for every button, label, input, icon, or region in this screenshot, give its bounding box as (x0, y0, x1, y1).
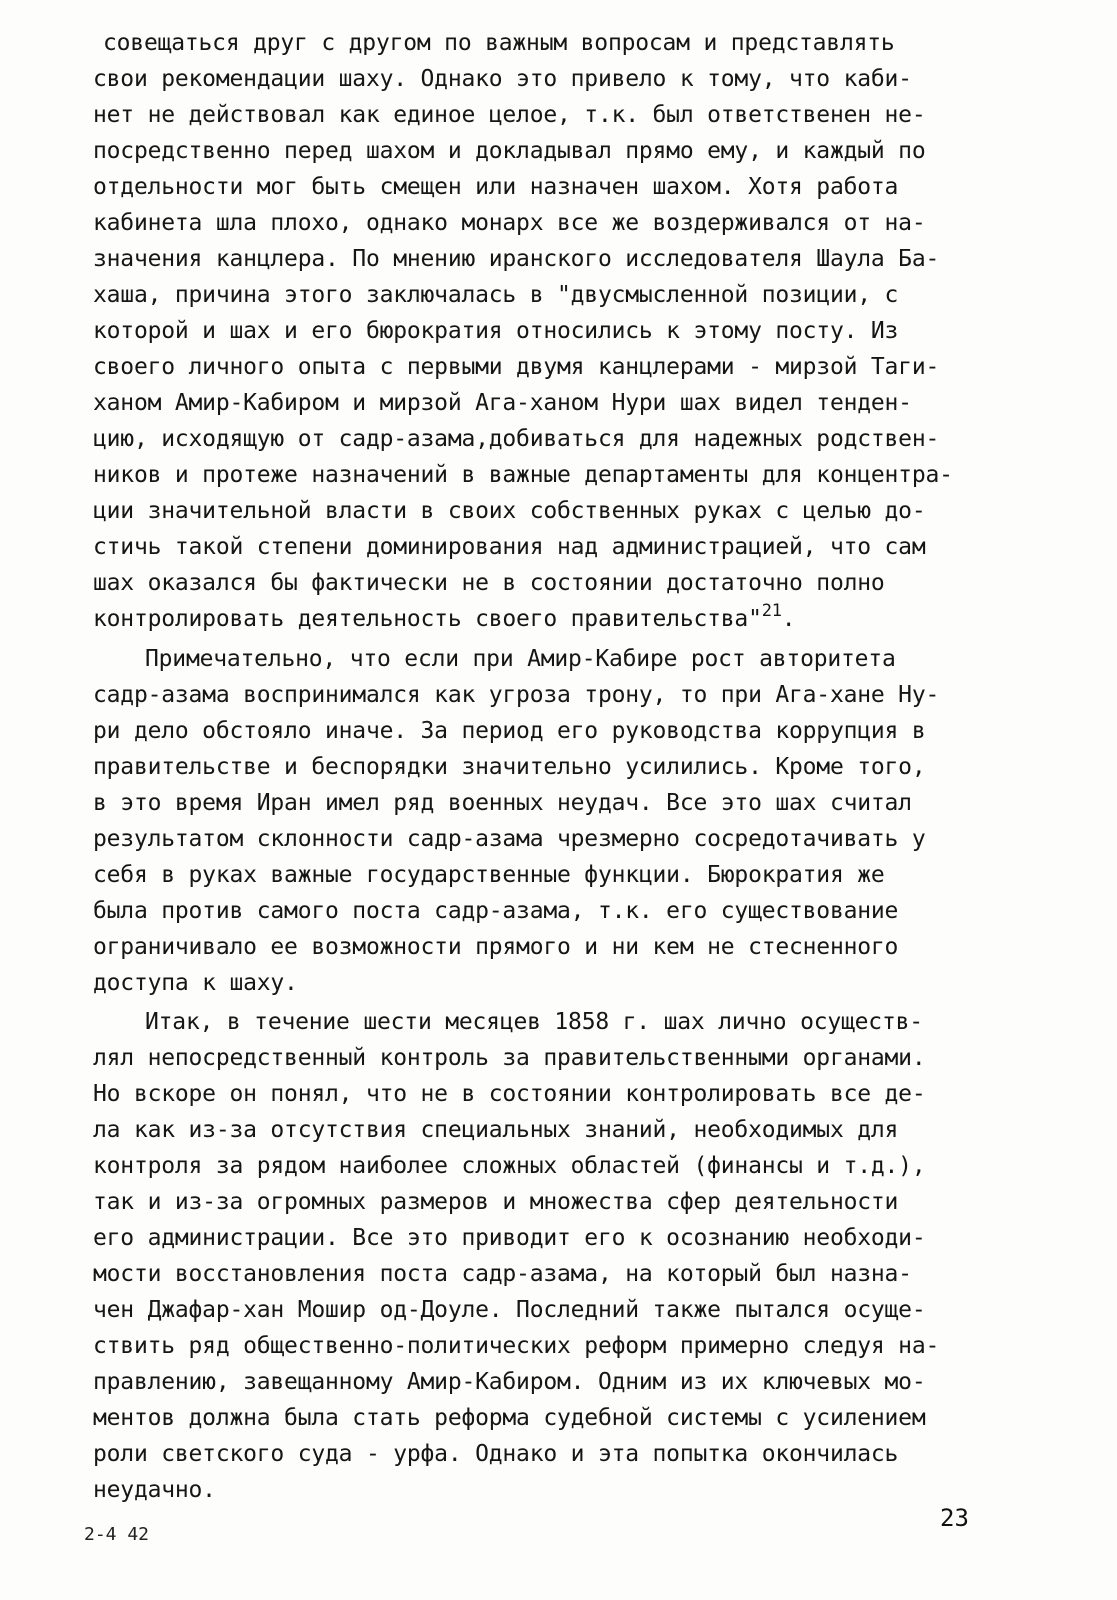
text-line: правлению, завещанному Амир-Кабиром. Одним из их ключевых мо- (93, 1369, 926, 1395)
text-line: садр-азама воспринимался как угроза трону, то при Ага-хане Ну- (93, 682, 940, 708)
text-line: неудачно. (93, 1477, 216, 1503)
text-line: ствить ряд общественно-политических реформ примерно следуя на- (93, 1333, 940, 1359)
text-line: контроля за рядом наиболее сложных областей (финансы и т.д.), (93, 1153, 926, 1179)
text-line: была против самого поста садр-азама, т.к. его существование (93, 898, 899, 924)
text-line: ментов должна была стать реформа судебной системы с усилением (93, 1405, 926, 1431)
text-line: так и из-за огромных размеров и множества сфер деятельности (93, 1189, 899, 1215)
text-line: стичь такой степени доминирования над администрацией, что сам (93, 534, 926, 560)
text-line: лял непосредственный контроль за правительственными органами. (93, 1045, 926, 1071)
text-line: совещаться друг с другом по важным вопросам и представлять (103, 30, 895, 56)
footnote-tail: . (781, 606, 796, 632)
text-line: ции значительной власти в своих собственных руках с целью до- (93, 498, 926, 524)
text-line: нет не действовал как единое целое, т.к. был ответственен не- (93, 102, 926, 128)
text-line: мости восстановления поста садр-азама, на который был назна- (93, 1261, 912, 1287)
footnote-reference: 21 (761, 601, 782, 621)
text-line: кабинета шла плохо, однако монарх все же воздерживался от на- (93, 210, 926, 236)
paragraph-start: Примечательно, что если при Амир-Кабире рост авторитета (145, 646, 896, 672)
text-line: его администрации. Все это приводит его к осознанию необходи- (93, 1225, 926, 1251)
text-line: ников и протеже назначений в важные департаменты для концентра- (93, 462, 953, 488)
text-line: результатом склонности садр-азама чрезмерно сосредотачивать у (93, 826, 926, 852)
text-line: которой и шах и его бюрократия относились к этому посту. Из (93, 318, 899, 344)
text-line: значения канцлера. По мнению иранского исследователя Шаула Ба- (93, 246, 940, 272)
text-line: правительстве и беспорядки значительно усилились. Кроме того, (93, 754, 926, 780)
text-line: в это время Иран имел ряд военных неудач. Все это шах считал (93, 790, 912, 816)
text-line: свои рекомендации шаху. Однако это привело к тому, что каби- (93, 66, 912, 92)
text-line: роли светского суда - урфа. Однако и эта попытка окончилась (93, 1441, 899, 1467)
text-line: контролировать деятельность своего правительства" (93, 606, 762, 632)
text-line: доступа к шаху. (93, 970, 298, 996)
text-line-with-footnote (93, 601, 1117, 637)
text-line: цию, исходящую от садр-азама,добиваться для надежных родствен- (93, 426, 940, 452)
text-line: ри дело обстояло иначе. За период его руководства коррупция в (93, 718, 926, 744)
text-line: хаша, причина этого заключалась в "двусмысленной позиции, с (93, 282, 899, 308)
text-line: ограничивало ее возможности прямого и ни кем не стесненного (93, 934, 899, 960)
text-line: посредственно перед шахом и докладывал прямо ему, и каждый по (93, 138, 926, 164)
text-line: ханом Амир-Кабиром и мирзой Ага-ханом Нури шах видел тенден- (93, 390, 912, 416)
text-line: ла как из-за отсутствия специальных знаний, необходимых для (93, 1117, 899, 1143)
text-line: себя в руках важные государственные функции. Бюрократия же (93, 862, 885, 888)
page-number: 23 (940, 1504, 969, 1532)
text-line: Но вскоре он понял, что не в состоянии контролировать все де- (93, 1081, 926, 1107)
text-line: отдельности мог быть смещен или назначен шахом. Хотя работа (93, 174, 899, 200)
text-line: чен Джафар-хан Мошир од-Доуле. Последний также пытался осуще- (93, 1297, 926, 1323)
text-line: шах оказался бы фактически не в состоянии достаточно полно (93, 570, 885, 596)
paragraph-start: Итак, в течение шести месяцев 1858 г. шах лично осуществ- (145, 1009, 923, 1035)
printer-signature: 2-4 42 (84, 1524, 150, 1545)
text-line: своего личного опыта с первыми двумя канцлерами - мирзой Таги- (93, 354, 940, 380)
